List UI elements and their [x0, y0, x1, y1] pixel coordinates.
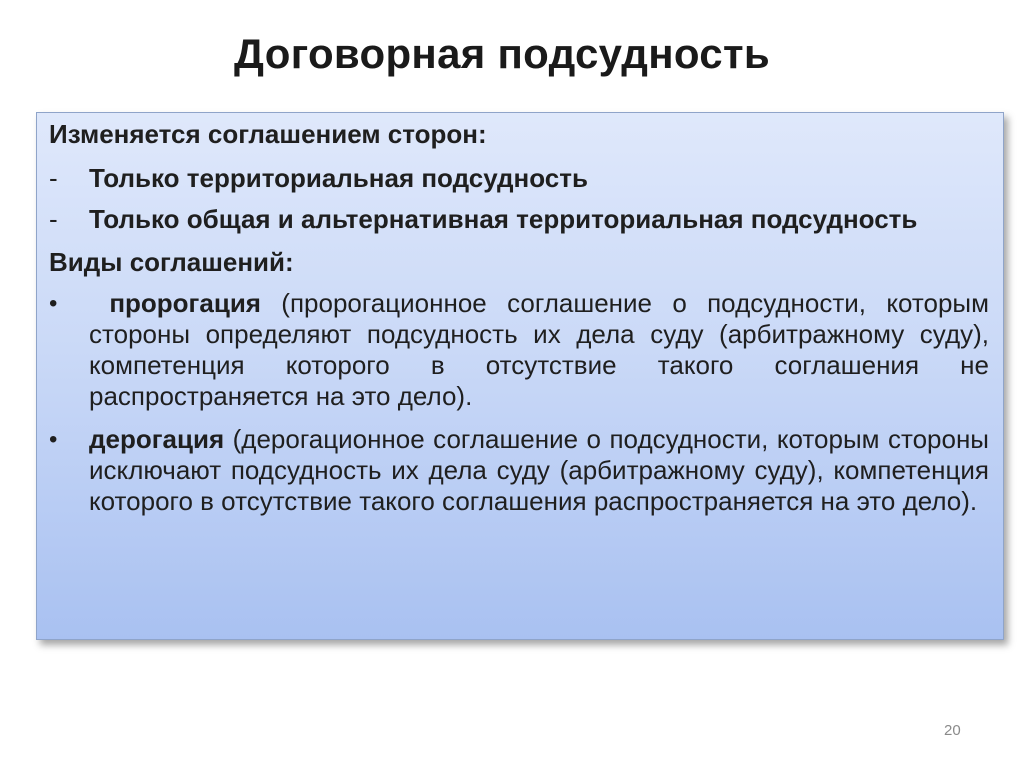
section-heading-change: Изменяется соглашением сторон:: [49, 119, 487, 149]
page-number: 20: [944, 722, 961, 739]
term-derogation: дерогация: [89, 424, 225, 454]
dash-marker: -: [49, 163, 58, 193]
content-box: [36, 112, 1004, 640]
term-prorogation: пророгация: [109, 288, 261, 318]
list-item: [49, 204, 989, 235]
term-description: (пророгационное соглашение о подсудности, которым стороны определяют подсудность их дела суду (арбитражному суду), компетенция которого в отсутствие такого соглашения не распространяется на это дело).: [89, 288, 989, 411]
list-item: [49, 424, 989, 517]
bullet-marker: •: [49, 426, 58, 453]
term-description: (дерогационное соглашение о подсудности, которым стороны исключают подсудность их дела суду (арбитражному суду), компетенция которого в отсутствие такого соглашения распространяется на это дело).: [89, 424, 989, 516]
bullet-marker: •: [49, 290, 58, 317]
dash-marker: -: [49, 204, 58, 234]
bullet-text: [89, 424, 989, 517]
list-item: [49, 288, 989, 412]
section-heading-types: Виды соглашений:: [49, 247, 294, 277]
list-item-text: Только территориальная подсудность: [89, 163, 588, 193]
slide-title: Договорная подсудность: [234, 30, 770, 77]
list-item-text: Только общая и альтернативная территориальная подсудность: [89, 204, 918, 234]
bullet-text: [89, 288, 989, 412]
list-item: [49, 163, 989, 194]
